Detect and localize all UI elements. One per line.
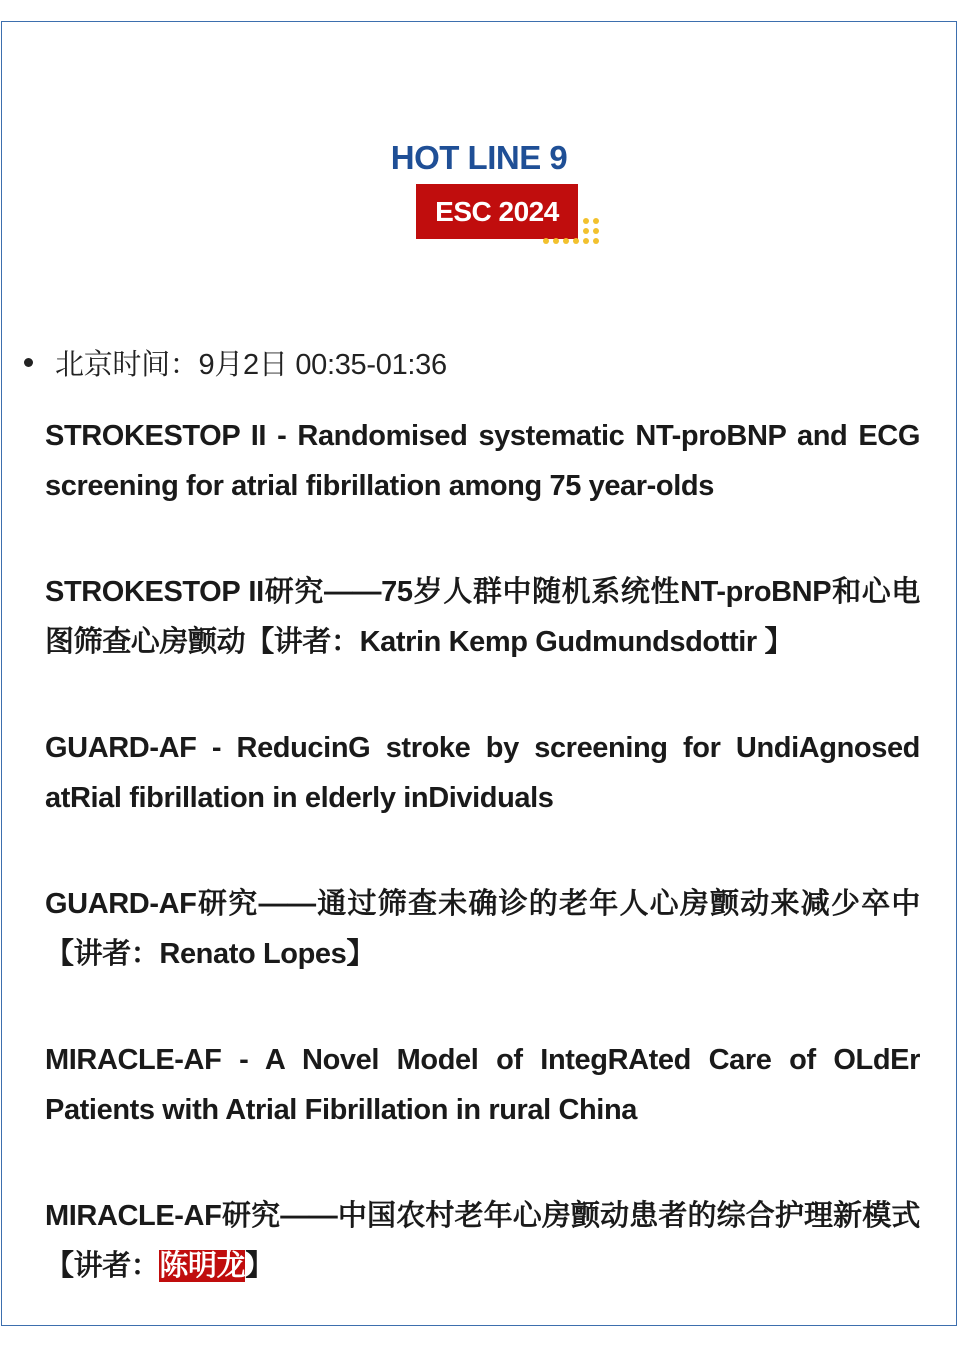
header — [2, 138, 956, 254]
badge-group — [379, 184, 579, 254]
esc-badge: ESC 2024 — [416, 184, 578, 239]
trial-strokestop-en: STROKESTOP II - Randomised systematic NT-proBNP and ECG screening for atrial fibrillation among 75 year-olds — [45, 420, 920, 502]
beijing-time: 北京时间：9月2日 00:35-01:36 — [55, 348, 447, 381]
trial-miracle-af-zh-text: MIRACLE-AF研究——中国农村老年心房颤动患者的综合护理新模式【讲者： — [45, 1200, 920, 1282]
trial-list — [45, 411, 920, 1347]
trial-miracle-af-zh-close: 】 — [245, 1250, 274, 1282]
trial-miracle-af-en: MIRACLE-AF - A Novel Model of IntegRAted Care of OLdEr Patients with Atrial Fibrillation in rural China — [45, 1044, 920, 1126]
trial-miracle-af-zh — [45, 1191, 920, 1291]
trial-guard-af-en: GUARD-AF - ReducinG stroke by screening for UndiAgnosed atRial fibrillation in elderly inDividuals — [45, 732, 920, 814]
trial-guard-af-zh: GUARD-AF研究——通过筛查未确诊的老年人心房颤动来减少卒中【讲者：Renato Lopes】 — [45, 888, 920, 970]
speaker-highlight: 陈明龙 — [159, 1250, 246, 1282]
time-row — [24, 342, 447, 382]
hot-line-title: HOT LINE 9 — [390, 139, 568, 176]
content-card — [1, 21, 957, 1326]
trial-strokestop-zh: STROKESTOP II研究——75岁人群中随机系统性NT-proBNP和心电图筛查心房颤动【讲者：Katrin Kemp Gudmundsdottir 】 — [45, 576, 920, 658]
bullet-icon — [24, 358, 33, 367]
